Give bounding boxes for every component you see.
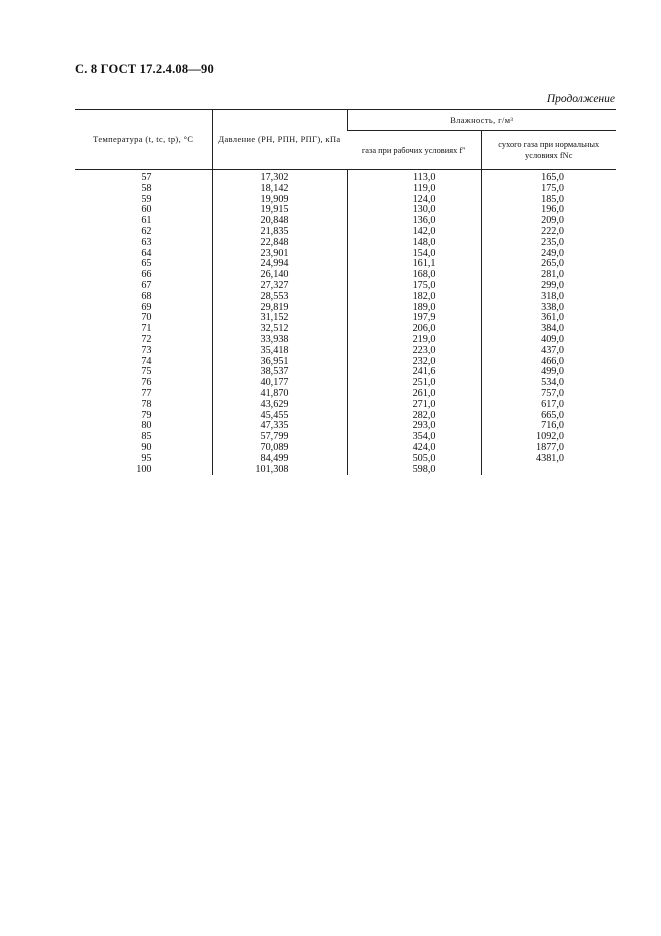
temperature-cell: 76 [141,377,152,389]
humidity-dry-cell [481,465,616,476]
humidity-dry-cell: 499,0 [481,367,616,378]
humidity-working-cell: 197,9 [347,313,481,324]
humidity-working-cell: 113,0 [347,170,481,184]
temperature-cell: 67 [141,279,152,291]
table-row [75,259,616,270]
humidity-dry-cell: 384,0 [481,324,616,335]
table-row [75,170,616,184]
table-row [75,357,616,368]
humidity-dry-cell: 665,0 [481,411,616,422]
temperature-cell: 61 [141,215,152,227]
humidity-working-cell: 598,0 [347,465,481,476]
table-header [75,110,616,170]
table-row [75,216,616,227]
table-row [75,324,616,335]
humidity-working-cell: 223,0 [347,346,481,357]
humidity-working-cell: 189,0 [347,303,481,314]
humidity-working-cell: 282,0 [347,411,481,422]
table-row [75,378,616,389]
table-row [75,270,616,281]
humidity-working-cell: 119,0 [347,184,481,195]
page-title: С. 8 ГОСТ 17.2.4.08—90 [75,62,214,76]
pressure-cell: 47,335 [212,421,347,432]
humidity-dry-cell: 299,0 [481,281,616,292]
humidity-dry-cell: 318,0 [481,292,616,303]
temperature-cell: 73 [141,344,152,356]
table-row [75,346,616,357]
temperature-cell: 78 [141,398,152,410]
pressure-cell: 20,848 [212,216,347,227]
humidity-working-cell: 505,0 [347,454,481,465]
temperature-cell: 57 [141,172,152,183]
humidity-dry-cell: 534,0 [481,378,616,389]
pressure-cell: 28,553 [212,292,347,303]
humidity-working-cell: 142,0 [347,227,481,238]
table-row [75,454,616,465]
humidity-working-cell: 232,0 [347,357,481,368]
humidity-dry-cell: 235,0 [481,238,616,249]
pressure-cell: 26,140 [212,270,347,281]
table-row [75,313,616,324]
temperature-cell: 72 [141,333,152,345]
temperature-cell: 59 [141,193,152,205]
pressure-cell: 27,327 [212,281,347,292]
humidity-dry-cell: 222,0 [481,227,616,238]
pressure-cell: 17,302 [212,170,347,184]
temperature-cell: 74 [141,355,152,367]
humidity-working-cell: 154,0 [347,249,481,260]
humidity-dry-cell: 185,0 [481,195,616,206]
pressure-cell: 31,152 [212,313,347,324]
pressure-cell: 24,994 [212,259,347,270]
humidity-working-cell: 175,0 [347,281,481,292]
pressure-cell: 41,870 [212,389,347,400]
pressure-cell: 35,418 [212,346,347,357]
humidity-dry-cell: 4381,0 [481,454,616,465]
temperature-cell: 65 [141,258,152,270]
col-header-humidity-dry-text: сухого газа при нормальных условиях fNс [498,140,600,160]
col-header-humidity [347,110,616,131]
humidity-dry-cell: 165,0 [481,170,616,184]
temperature-cell: 58 [141,182,152,194]
table-row [75,400,616,411]
humidity-working-cell: 161,1 [347,259,481,270]
humidity-dry-cell: 265,0 [481,259,616,270]
pressure-cell: 57,799 [212,432,347,443]
temperature-cell: 68 [141,290,152,302]
temperature-cell: 62 [141,225,152,237]
temperature-cell: 64 [141,247,152,259]
humidity-dry-cell: 209,0 [481,216,616,227]
humidity-working-cell: 136,0 [347,216,481,227]
pressure-cell: 21,835 [212,227,347,238]
temperature-cell: 80 [141,420,152,432]
pressure-cell: 18,142 [212,184,347,195]
humidity-dry-cell: 466,0 [481,357,616,368]
pressure-cell: 19,915 [212,205,347,216]
humidity-working-cell: 130,0 [347,205,481,216]
humidity-dry-cell: 617,0 [481,400,616,411]
pressure-cell: 36,951 [212,357,347,368]
table-row [75,465,616,476]
temperature-cell: 85 [141,431,152,443]
col-header-humidity-dry [481,131,616,170]
humidity-dry-cell: 757,0 [481,389,616,400]
humidity-working-cell: 124,0 [347,195,481,206]
col-header-temperature [75,110,212,170]
table-row [75,205,616,216]
table-body [75,170,616,476]
pressure-cell: 33,938 [212,335,347,346]
pressure-cell: 84,499 [212,454,347,465]
humidity-working-cell: 293,0 [347,421,481,432]
humidity-dry-cell: 281,0 [481,270,616,281]
humidity-dry-cell: 1877,0 [481,443,616,454]
humidity-working-cell: 271,0 [347,400,481,411]
humidity-dry-cell: 249,0 [481,249,616,260]
table-row [75,335,616,346]
humidity-working-cell: 251,0 [347,378,481,389]
pressure-cell: 19,909 [212,195,347,206]
pressure-cell: 43,629 [212,400,347,411]
humidity-dry-cell: 409,0 [481,335,616,346]
table-row [75,432,616,443]
humidity-dry-cell: 338,0 [481,303,616,314]
table-row [75,184,616,195]
table-row [75,411,616,422]
temperature-cell: 66 [141,269,152,281]
table-row [75,303,616,314]
col-header-pressure [212,110,347,170]
pressure-cell: 101,308 [212,465,347,476]
continuation-label: Продолжение [546,93,615,105]
humidity-working-cell: 354,0 [347,432,481,443]
humidity-dry-cell: 437,0 [481,346,616,357]
table-row [75,443,616,454]
table-row [75,292,616,303]
table-row [75,195,616,206]
temperature-cell: 71 [141,323,152,335]
humidity-dry-cell: 1092,0 [481,432,616,443]
humidity-dry-cell: 196,0 [481,205,616,216]
pressure-cell: 45,455 [212,411,347,422]
col-header-humidity-working-text: газа при рабочих условиях f″ [361,145,466,155]
humidity-working-cell: 261,0 [347,389,481,400]
temperature-cell: 90 [141,441,152,453]
humidity-working-cell: 206,0 [347,324,481,335]
humidity-dry-cell: 175,0 [481,184,616,195]
temperature-cell: 70 [141,312,152,324]
pressure-cell: 38,537 [212,367,347,378]
col-header-pressure-text: Давление (PН, PПН, PПГ), кПа [218,135,341,144]
table-row [75,367,616,378]
humidity-dry-cell: 716,0 [481,421,616,432]
temperature-cell: 79 [141,409,152,421]
temperature-cell: 100 [136,463,152,475]
humidity-working-cell: 182,0 [347,292,481,303]
humidity-working-cell: 148,0 [347,238,481,249]
humidity-table [75,109,616,475]
humidity-working-cell: 241,6 [347,367,481,378]
pressure-cell: 22,848 [212,238,347,249]
temperature-cell: 75 [141,366,152,378]
pressure-cell: 40,177 [212,378,347,389]
humidity-working-cell: 219,0 [347,335,481,346]
table-row [75,389,616,400]
humidity-working-cell: 424,0 [347,443,481,454]
temperature-cell: 77 [141,387,152,399]
temperature-cell: 95 [141,452,152,464]
table-row [75,227,616,238]
temperature-cell: 69 [141,301,152,313]
pressure-cell: 70,089 [212,443,347,454]
pressure-cell: 23,901 [212,249,347,260]
col-header-humidity-working [347,131,481,170]
temperature-cell: 63 [141,236,152,248]
pressure-cell: 29,819 [212,303,347,314]
temperature-cell: 60 [141,204,152,216]
table-row [75,249,616,260]
humidity-dry-cell: 361,0 [481,313,616,324]
pressure-cell: 32,512 [212,324,347,335]
humidity-working-cell: 168,0 [347,270,481,281]
col-header-humidity-text: Влажность, г/м³ [450,115,514,125]
table-row [75,421,616,432]
table-row [75,238,616,249]
table-row [75,281,616,292]
col-header-temperature-text: Температура (t, tс, tр), °С [93,135,194,144]
